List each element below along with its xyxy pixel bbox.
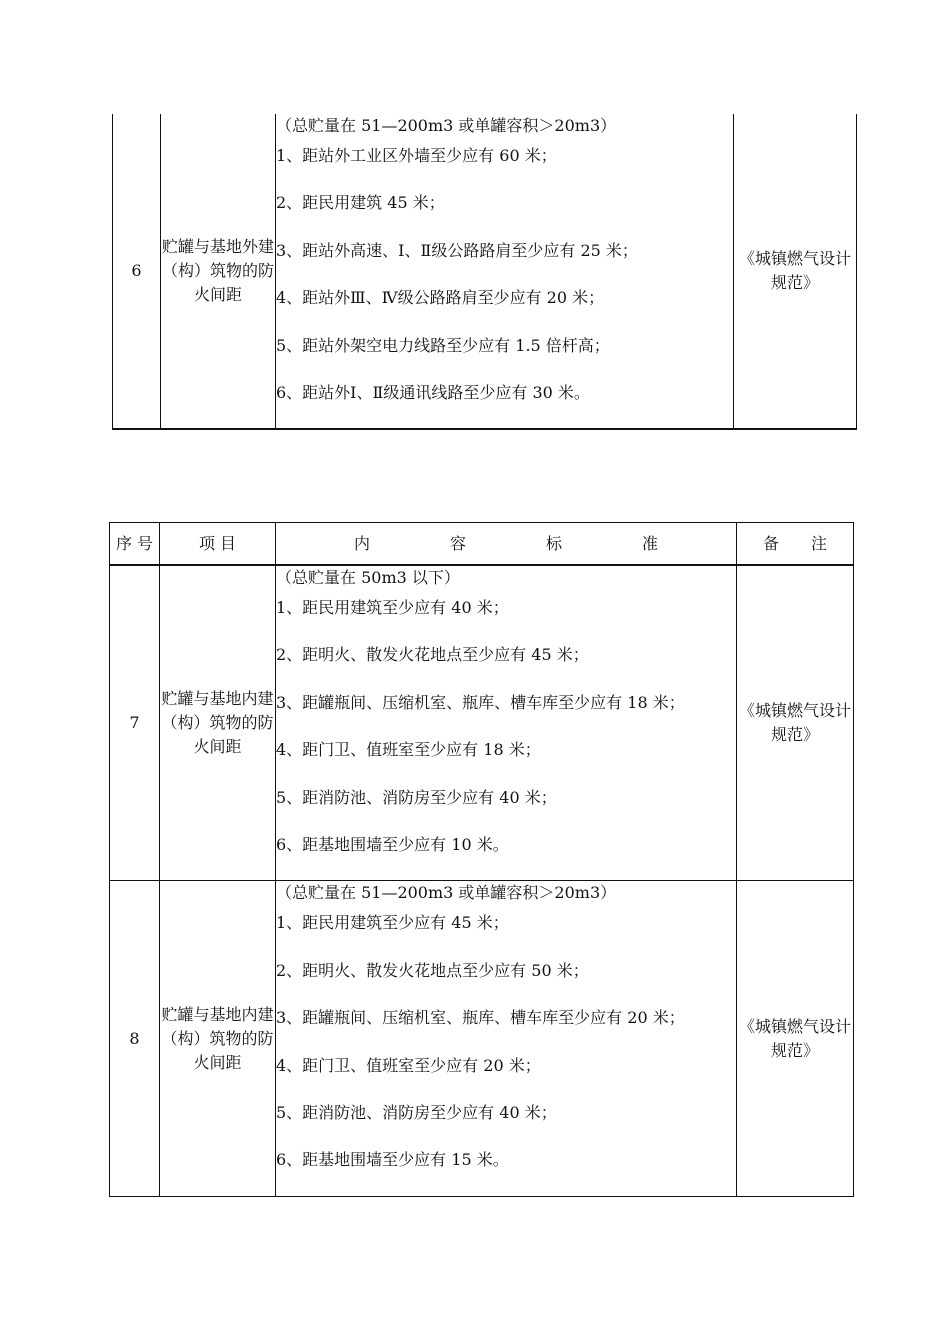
row-content-cell [276, 114, 734, 429]
row-content-cell [276, 881, 737, 1196]
row-item-cell: 贮罐与基地内建（构）筑物的防火间距 [160, 565, 276, 881]
header-item: 项 目 [160, 523, 276, 566]
content-line: 2、距明火、散发火花地点至少应有 50 米； [276, 960, 589, 980]
header-content: 内 容 标 准 [276, 523, 737, 566]
content-line: 2、距民用建筑 45 米； [276, 193, 445, 213]
content-line: （总贮量在 51—200m3 或单罐容积＞20m3） [276, 883, 617, 903]
content-line: 3、距罐瓶间、压缩机室、瓶库、槽车库至少应有 20 米； [276, 1008, 685, 1028]
header-note: 备 注 [737, 523, 854, 566]
row-seq-cell: 8 [110, 881, 160, 1196]
table-row [110, 881, 854, 1196]
row-seq-cell: 6 [113, 114, 161, 429]
row-note-cell: 《城镇燃气设计规范》 [737, 565, 854, 881]
row-note-cell: 《城镇燃气设计规范》 [734, 114, 857, 429]
content-line: 6、距基地围墙至少应有 15 米。 [276, 1150, 509, 1170]
table-row [113, 114, 857, 429]
content-line: 3、距站外高速、Ⅰ、Ⅱ级公路路肩至少应有 25 米； [276, 240, 638, 260]
table-header-row [110, 523, 854, 566]
content-line: 4、距门卫、值班室至少应有 18 米； [276, 740, 541, 760]
row-note-cell: 《城镇燃气设计规范》 [737, 881, 854, 1196]
content-line: 5、距站外架空电力线路至少应有 1.5 倍杆高； [276, 335, 610, 355]
row-item-cell: 贮罐与基地内建（构）筑物的防火间距 [160, 881, 276, 1196]
content-line: 6、距站外Ⅰ、Ⅱ级通讯线路至少应有 30 米。 [276, 382, 590, 402]
header-seq: 序 号 [110, 523, 160, 566]
row-content-cell [276, 565, 737, 881]
content-line: 6、距基地围墙至少应有 10 米。 [276, 834, 509, 854]
content-line: 5、距消防池、消防房至少应有 40 米； [276, 787, 557, 807]
content-line: 4、距门卫、值班室至少应有 20 米； [276, 1055, 541, 1075]
content-line: 1、距民用建筑至少应有 40 米； [276, 598, 509, 617]
content-line: 1、距民用建筑至少应有 45 米； [276, 913, 509, 933]
content-line: （总贮量在 51—200m3 或单罐容积＞20m3） [276, 116, 617, 135]
content-line: 1、距站外工业区外墙至少应有 60 米； [276, 146, 557, 165]
content-line: 3、距罐瓶间、压缩机室、瓶库、槽车库至少应有 18 米； [276, 692, 685, 712]
fire-distance-table [109, 522, 854, 1197]
row-seq-cell: 7 [110, 565, 160, 881]
content-line: （总贮量在 50m3 以下） [276, 568, 460, 587]
fire-distance-table-continued [112, 114, 857, 430]
content-line: 2、距明火、散发火花地点至少应有 45 米； [276, 645, 589, 665]
content-line: 4、距站外Ⅲ、Ⅳ级公路路肩至少应有 20 米； [276, 288, 605, 308]
content-line: 5、距消防池、消防房至少应有 40 米； [276, 1102, 557, 1122]
table-row [110, 565, 854, 881]
row-item-cell: 贮罐与基地外建（构）筑物的防火间距 [161, 114, 276, 429]
